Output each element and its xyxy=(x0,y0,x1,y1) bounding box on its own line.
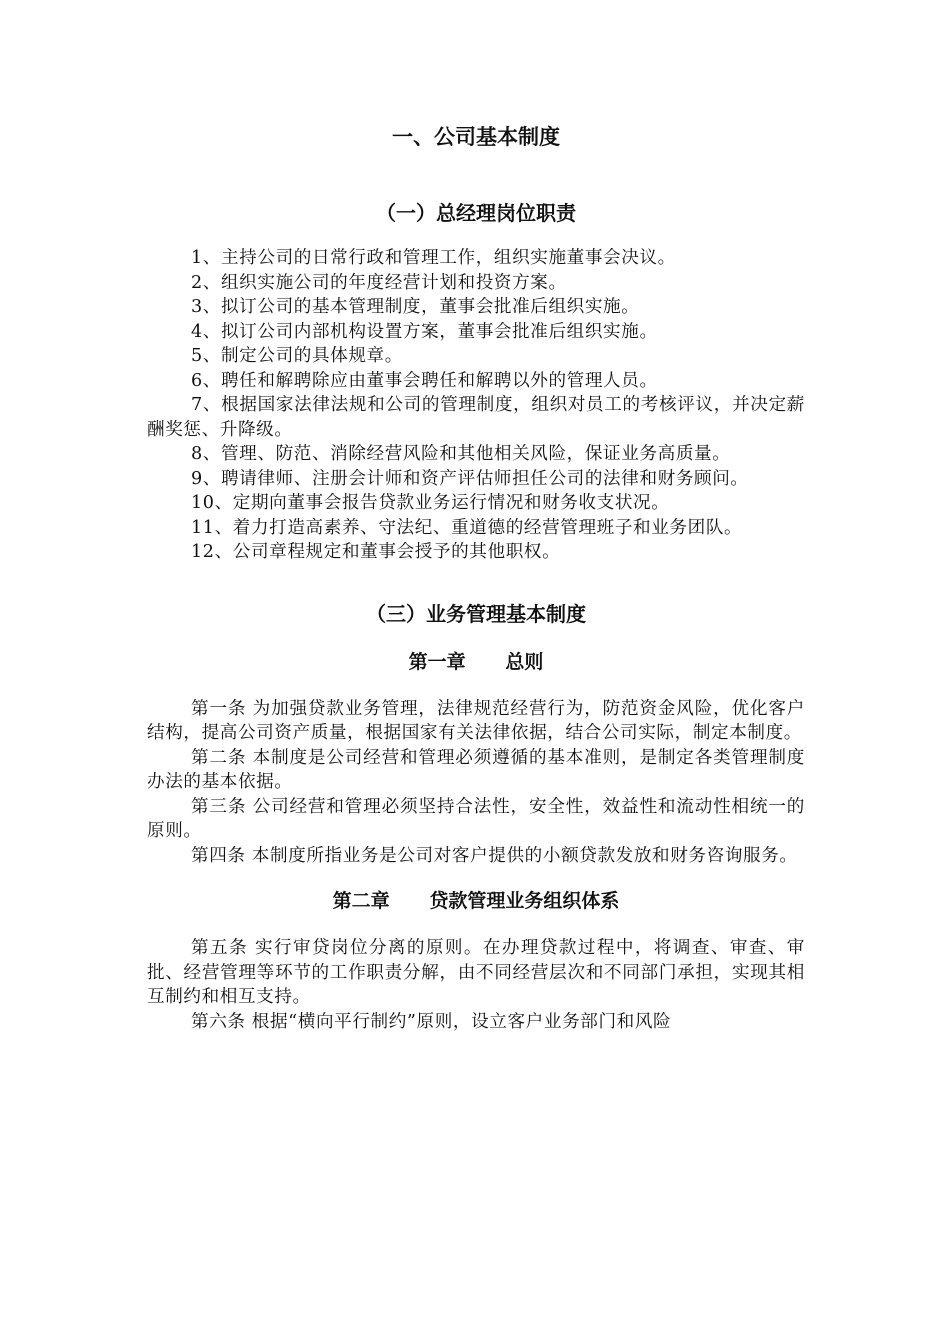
article-paragraph: 第一条 为加强贷款业务管理，法律规范经营行为，防范资金风险，优化客户结构，提高公司资产质量，根据国家有关法律依据，结合公司实际，制定本制度。 xyxy=(147,698,805,743)
duty-item: 3、拟订公司的基本管理制度，董事会批准后组织实施。 xyxy=(191,297,640,317)
duty-item: 8、管理、防范、消除经营风险和其他相关风险，保证业务高质量。 xyxy=(191,444,731,464)
duty-item: 11、着力打造高素养、守法纪、重道德的经营管理班子和业务团队。 xyxy=(191,517,743,538)
article-paragraph: 第六条 根据“横向平行制约”原则，设立客户业务部门和风险 xyxy=(191,1011,672,1032)
duty-item: 10、定期向董事会报告贷款业务运行情况和财务收支状况。 xyxy=(191,493,670,513)
duty-item: 6、聘任和解聘除应由董事会聘任和解聘以外的管理人员。 xyxy=(191,370,658,391)
document-title: 一、公司基本制度 xyxy=(392,125,560,149)
duty-item: 4、拟订公司内部机构设置方案，董事会批准后组织实施。 xyxy=(191,321,658,342)
duty-item: 12、公司章程规定和董事会授予的其他职权。 xyxy=(191,542,561,562)
duty-item: 9、聘请律师、注册会计师和资产评估师担任公司的法律和财务顾问。 xyxy=(191,468,749,489)
duty-item: 1、主持公司的日常行政和管理工作，组织实施董事会决议。 xyxy=(191,248,676,268)
chapter2-articles xyxy=(147,936,805,1034)
chapter-heading-general-provisions: 第一章 总则 xyxy=(408,650,544,673)
section-heading-general-manager: （一）总经理岗位职责 xyxy=(376,201,576,225)
general-manager-duties-list xyxy=(147,246,805,565)
duty-item: 7、根据国家法律法规和公司的管理制度，组织对员工的考核评议，并决定薪酬奖惩、升降级。 xyxy=(147,395,805,440)
document-body xyxy=(147,120,805,1034)
article-paragraph: 第五条 实行审贷岗位分离的原则。在办理贷款过程中，将调查、审查、审批、经营管理等环节的工作职责分解，由不同经营层次和不同部门承担，实现其相互制约和相互支持。 xyxy=(147,938,805,1007)
chapter-heading-loan-organization: 第二章 贷款管理业务组织体系 xyxy=(332,890,620,912)
duty-item: 2、组织实施公司的年度经营计划和投资方案。 xyxy=(191,272,567,293)
duty-item: 5、制定公司的具体规章。 xyxy=(191,346,403,366)
article-paragraph: 第三条 公司经营和管理必须坚持合法性，安全性，效益性和流动性相统一的原则。 xyxy=(147,796,805,841)
article-paragraph: 第二条 本制度是公司经营和管理必须遵循的基本准则，是制定各类管理制度办法的基本依据。 xyxy=(147,747,805,792)
section-heading-business-management: （三）业务管理基本制度 xyxy=(366,601,586,626)
chapter1-articles xyxy=(147,697,805,869)
article-paragraph: 第四条 本制度所指业务是公司对客户提供的小额贷款发放和财务咨询服务。 xyxy=(191,845,798,866)
